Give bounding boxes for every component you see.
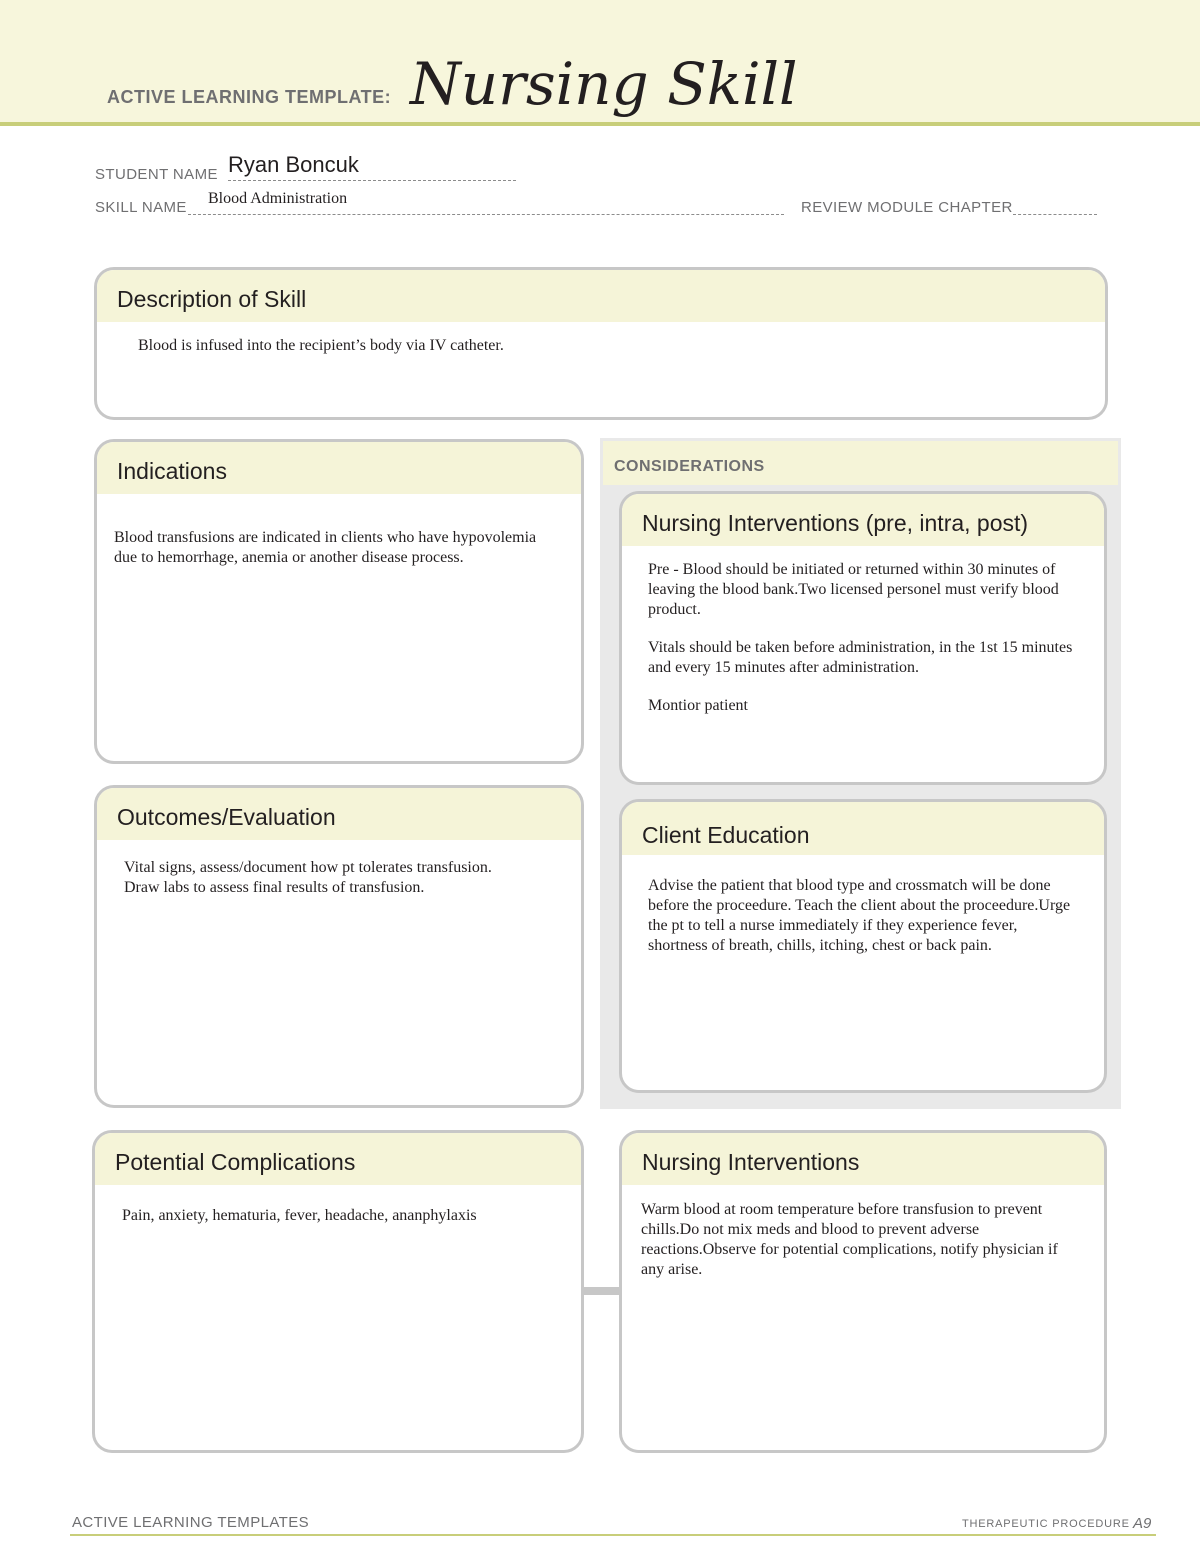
review-module-line: [1013, 214, 1097, 215]
complications-text[interactable]: Pain, anxiety, hematuria, fever, headache, ananphylaxis: [122, 1207, 477, 1224]
nursing-interventions-title: Nursing Interventions: [622, 1133, 1104, 1185]
skill-name-label: SKILL NAME: [95, 199, 187, 216]
page-title: Nursing Skill: [410, 50, 798, 118]
nursing-interventions-pre-paragraph: Montior patient: [648, 697, 748, 714]
nursing-interventions-pre-paragraph: Pre - Blood should be initiated or returned within 30 minutes of leaving the blood bank.Two licensed personel must verify blood product.: [648, 561, 1059, 618]
header-rule: [0, 122, 1200, 126]
student-name-line: [228, 180, 516, 181]
nursing-interventions-pre-paragraph: Vitals should be taken before administration, in the 1st 15 minutes and every 15 minutes after administration.: [648, 639, 1073, 676]
page-number: A9: [1133, 1515, 1152, 1532]
nursing-interventions-pre-box: [619, 491, 1107, 785]
nursing-interventions-box: [619, 1130, 1107, 1453]
outcomes-text[interactable]: [97, 840, 581, 898]
nursing-interventions-pre-text[interactable]: [622, 546, 1104, 716]
footer-rule: [70, 1534, 1156, 1536]
description-title: Description of Skill: [97, 270, 1105, 322]
nursing-interventions-text[interactable]: Warm blood at room temperature before transfusion to prevent chills.Do not mix meds and blood to prevent adverse reactions.Observe for potential complications, notify physician if any arise.: [641, 1201, 1058, 1278]
skill-name-field[interactable]: Blood Administration: [208, 190, 348, 207]
student-name-label: STUDENT NAME: [95, 166, 218, 183]
outcomes-title: Outcomes/Evaluation: [97, 788, 581, 840]
nursing-interventions-pre-title: Nursing Interventions (pre, intra, post): [622, 494, 1104, 546]
template-label: ACTIVE LEARNING TEMPLATE:: [107, 87, 392, 107]
footer-section: THERAPEUTIC PROCEDURE: [962, 1518, 1130, 1530]
description-text[interactable]: Blood is infused into the recipient’s body via IV catheter.: [138, 337, 504, 354]
outcomes-line: Draw labs to assess final results of transfusion.: [124, 879, 425, 896]
client-education-text[interactable]: Advise the patient that blood type and crossmatch will be done before the proceedure. Teach the client about the proceedure.Urge the pt to tell a nurse immediately if they experience fever, shortness of breath, chills, itching, chest or back pain.: [648, 877, 1071, 954]
outcomes-box: [94, 785, 584, 1108]
outcomes-line: Vital signs, assess/document how pt tolerates transfusion.: [124, 859, 492, 876]
skill-name-line: [188, 214, 784, 215]
connector-bar: [582, 1287, 622, 1295]
complications-box: [92, 1130, 584, 1453]
indications-text[interactable]: Blood transfusions are indicated in clients who have hypovolemia due to hemorrhage, anemia or another disease process.: [114, 529, 537, 566]
client-education-box: [619, 799, 1107, 1093]
review-module-label: REVIEW MODULE CHAPTER: [801, 199, 1013, 216]
indications-title: Indications: [97, 442, 581, 494]
client-education-title: Client Education: [622, 802, 1104, 855]
footer-title: ACTIVE LEARNING TEMPLATES: [72, 1514, 309, 1531]
student-name-field[interactable]: Ryan Boncuk: [228, 152, 359, 177]
considerations-label: CONSIDERATIONS: [614, 458, 765, 475]
indications-box: [94, 439, 584, 764]
complications-title: Potential Complications: [95, 1133, 581, 1185]
description-box: [94, 267, 1108, 420]
